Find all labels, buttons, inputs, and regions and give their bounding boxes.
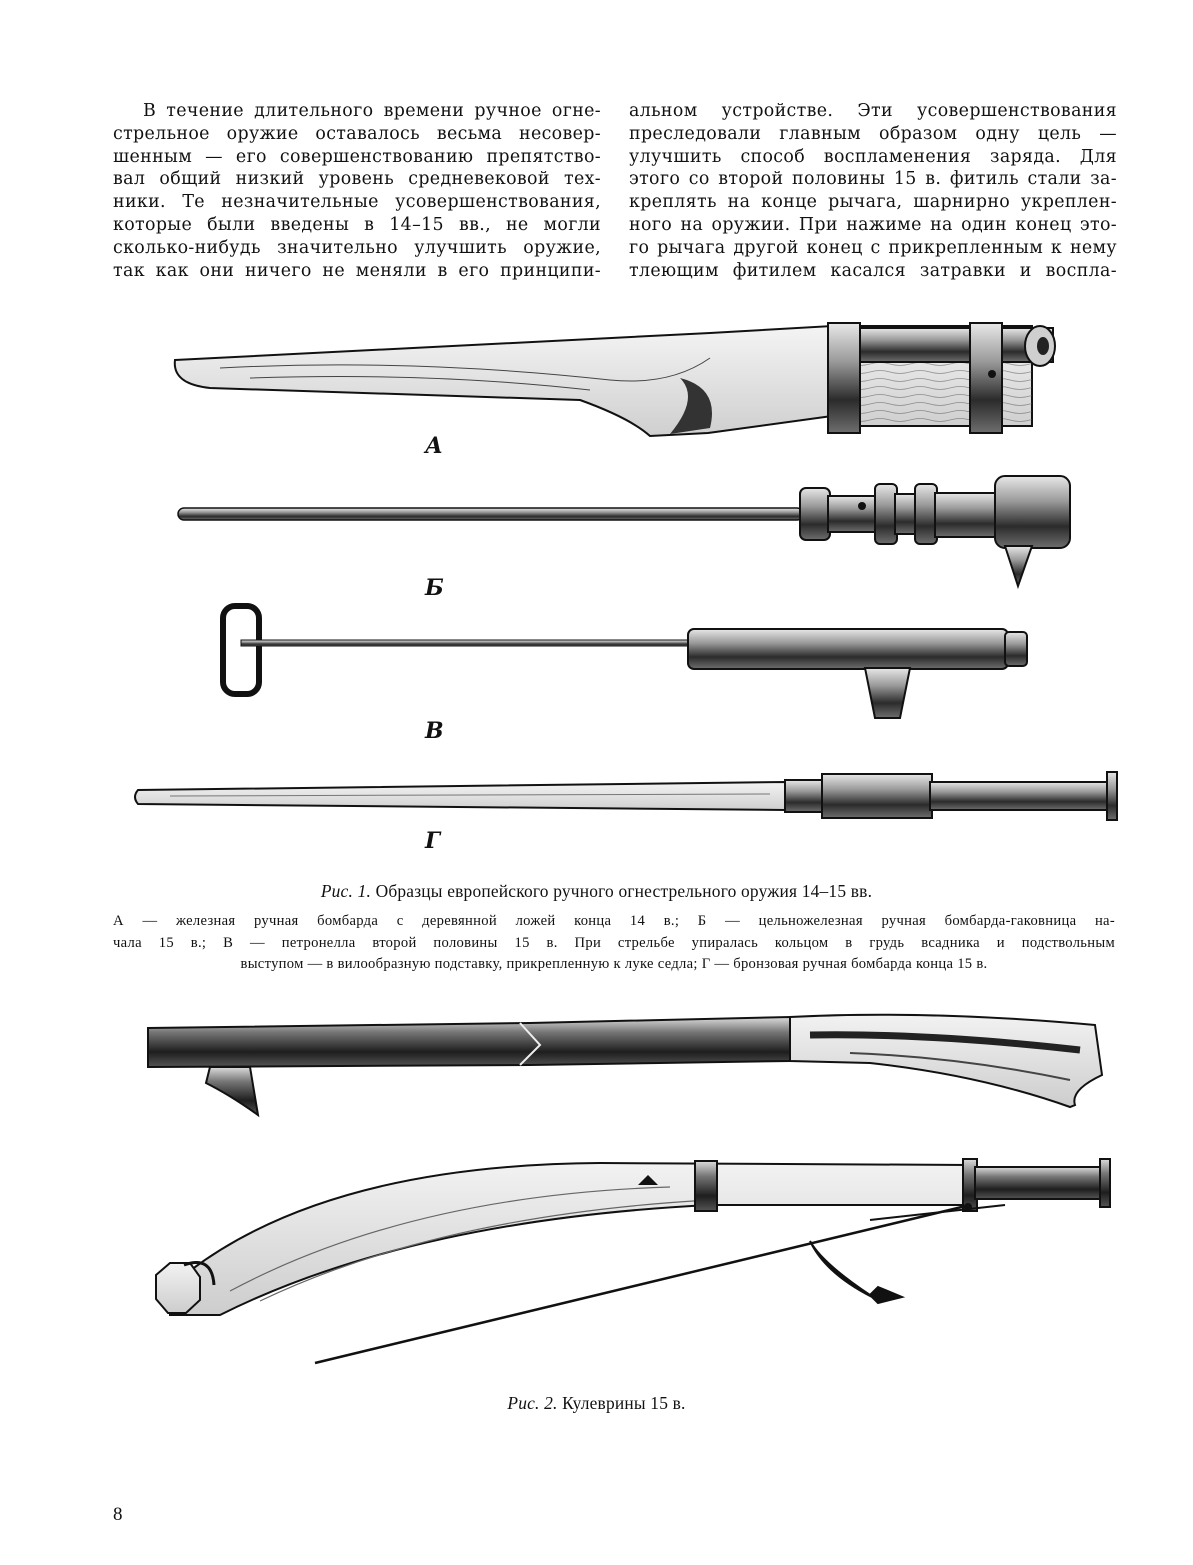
text-line: альном устройстве. Эти усовершенствования bbox=[629, 101, 1117, 121]
weapon-g-bombard bbox=[135, 772, 1117, 820]
figure-1-caption-title bbox=[0, 881, 1193, 902]
figure-2-caption-prefix: Рис. 2. bbox=[507, 1393, 558, 1413]
figure-label-b: Б bbox=[425, 575, 444, 601]
figure-label-g: Г bbox=[425, 828, 441, 854]
figure-label-v: В bbox=[425, 718, 444, 744]
figure-2-caption-text: Кулеврины 15 в. bbox=[562, 1393, 686, 1413]
text-line: вал общий низкий уровень средневековой тех- bbox=[113, 169, 601, 190]
weapon-a-bombard bbox=[175, 323, 1055, 436]
text-line: креплять на конце рычага, шарнирно укреплен- bbox=[629, 192, 1117, 213]
figure-label-a: А bbox=[425, 433, 443, 459]
text-line: так как они ничего не меняли в его принципи- bbox=[113, 260, 601, 281]
text-column-left bbox=[113, 100, 601, 282]
text-line: ного на оружии. При нажиме на один конец это- bbox=[629, 214, 1117, 235]
weapon-v-petronel bbox=[223, 606, 1027, 718]
text-line: этого со второй половины 15 в. фитиль стали за- bbox=[629, 169, 1117, 190]
text-line: сколько-нибудь значительно улучшить оружие, bbox=[113, 237, 601, 258]
text-line: преследовали главным образом одну цель — bbox=[629, 123, 1117, 144]
text-line: улучшить способ воспламенения заряда. Для bbox=[629, 146, 1117, 167]
figure-1-illustration bbox=[110, 288, 1120, 878]
text-line: тлеющим фитилем касался затравки и воспла- bbox=[629, 260, 1117, 281]
culverin-upper bbox=[148, 1015, 1102, 1115]
text-line: ники. Те незначительные усовершенствования, bbox=[113, 192, 601, 213]
caption-line: чала 15 в.; В — петронелла второй половины 15 в. При стрельбе упиралась кольцом в грудь всадника и подствольным bbox=[113, 934, 1115, 951]
figure-2-caption bbox=[0, 1393, 1193, 1414]
figure-2-illustration bbox=[110, 995, 1120, 1370]
figure-1-caption-prefix: Рис. 1. bbox=[320, 881, 372, 901]
text-line: шенным — его совершенствованию препятство- bbox=[113, 146, 601, 167]
culverin-lower bbox=[156, 1159, 1110, 1363]
figure-1-caption-body bbox=[113, 911, 1115, 976]
caption-line: выступом — в вилообразную подставку, прикрепленную к луке седла; Г — бронзовая ручная бомбарда конца 15 в. bbox=[240, 956, 988, 972]
page-number: 8 bbox=[113, 1504, 123, 1525]
figure-1-caption-text: Образцы европейского ручного огнестрельного оружия 14–15 вв. bbox=[375, 881, 873, 901]
text-line: которые были введены в 14–15 вв., не могли bbox=[113, 214, 601, 235]
text-line: стрельное оружие оставалось весьма несовер- bbox=[113, 123, 601, 144]
text-column-right bbox=[629, 100, 1117, 282]
caption-line: А — железная ручная бомбарда с деревянной ложей конца 14 в.; Б — цельножелезная ручная бомбарда-гаковница на- bbox=[113, 913, 1115, 929]
text-line: го рычага другой конец с прикрепленным к нему bbox=[629, 237, 1117, 258]
text-line: В течение длительного времени ручное огне- bbox=[143, 101, 601, 121]
weapon-b-hakovnitsa bbox=[178, 476, 1070, 586]
rotation-arrow bbox=[810, 1241, 902, 1303]
